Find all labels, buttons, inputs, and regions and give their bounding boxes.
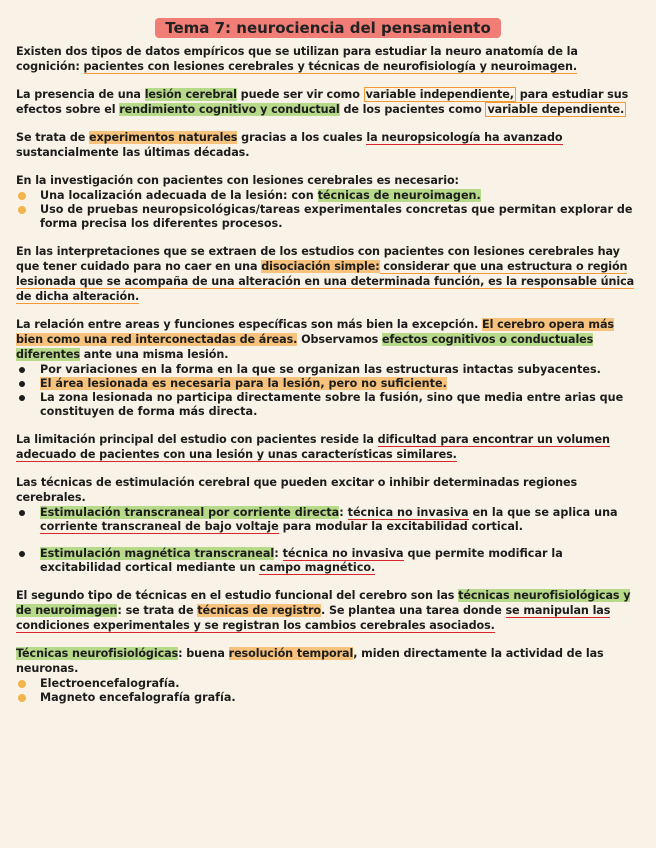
paragraph-lesion-variable [16, 87, 640, 117]
text: : [274, 547, 283, 560]
boxed-text: variable independiente, [365, 88, 514, 101]
underlined-text: la neuropsicología ha avanzado [366, 131, 563, 144]
highlight-orange: experimentos naturales [89, 131, 238, 144]
list-requirements [16, 189, 640, 231]
list-item [16, 377, 640, 391]
text: de los pacientes como [339, 103, 486, 116]
paragraph-network [16, 317, 640, 362]
underlined-text: técnica no invasiva [347, 506, 469, 519]
underlined-text: campo magnético. [259, 561, 376, 574]
highlight-green: Técnicas neurofisiológicas [16, 647, 179, 660]
underlined-text: técnica no invasiva [282, 547, 404, 560]
underlined-text: dificultad para encontrar un volumen adecuado de pacientes con una lesión y unas características similares. [16, 433, 610, 461]
title-wrap [16, 18, 640, 38]
highlight-green: lesión cerebral [144, 88, 237, 101]
list-item: Magneto encefalografía grafía. [16, 691, 640, 705]
highlight-orange: El cerebro opera más bien como una red interconectadas de áreas. [16, 318, 614, 346]
text: , miden directamente la actividad de las neuronas. [16, 647, 604, 675]
text: La presencia de una [16, 88, 145, 101]
text: La relación entre areas y funciones específicas son más bien la excepción. [16, 318, 483, 331]
text: puede ser vir como [236, 88, 364, 101]
highlight-green: Estimulación transcraneal por corriente directa [40, 506, 340, 519]
paragraph-natural-experiments [16, 130, 640, 160]
text: gracias a los cuales [237, 131, 367, 144]
text: . Se plantea una tarea donde [321, 604, 506, 617]
highlight-green: Estimulación magnética transcraneal [40, 547, 275, 560]
paragraph-limitation [16, 432, 640, 462]
text: En las interpretaciones que se extraen de los estudios con pacientes con lesiones cerebrales hay que tener cuidado para no caer en una [16, 245, 620, 273]
paragraph-requirements: En la investigación con pacientes con lesiones cerebrales es necesario: [16, 174, 459, 187]
list-item: Por variaciones en la forma en la que se organizan las estructuras intactas subyacentes. [16, 363, 640, 377]
list-neurophysiology [16, 677, 640, 705]
list-item: Uso de pruebas neuropsicológicas/tareas experimentales concretas que permitan explorar de forma precisa los diferentes procesos. [16, 203, 640, 231]
text: : [339, 506, 348, 519]
highlight-orange: El área lesionada es necesaria para la lesión, pero no suficiente. [40, 377, 447, 390]
underlined-text: pacientes con lesiones cerebrales y técnicas de neurofisiología y neuroimagen. [83, 60, 577, 73]
highlight-green: rendimiento cognitivo y conductual [119, 103, 340, 116]
text: Una localización adecuada de la lesión: con [40, 189, 318, 202]
boxed-text: variable dependiente. [487, 103, 625, 116]
underlined-text: corriente transcraneal de bajo voltaje [40, 520, 279, 533]
list-item: Electroencefalografía. [16, 677, 640, 691]
text: para modular la excitabilidad cortical. [278, 520, 523, 533]
text: Se trata de [16, 131, 90, 144]
text: El segundo tipo de técnicas en el estudio funcional del cerebro son las [16, 589, 459, 602]
paragraph-data-types [16, 44, 640, 74]
text: para estudiar sus efectos sobre el [16, 88, 629, 116]
text: : se trata de [117, 604, 198, 617]
paragraph-stimulation: Las técnicas de estimulación cerebral que pueden excitar o inhibir determinadas regiones cerebrales. [16, 476, 578, 504]
underlined-text: se manipulan las condiciones experimentales y se registran los cambios cerebrales asociados. [16, 604, 611, 632]
paragraph-simple-dissociation [16, 244, 640, 304]
list-item [16, 506, 640, 534]
paragraph-neuroimaging [16, 588, 640, 633]
highlight-green: técnicas de neuroimagen. [317, 189, 481, 202]
paragraph-neurophysiology [16, 646, 640, 676]
highlight-orange: disociación simple: [261, 260, 380, 273]
text: que permite modificar la excitabilidad cortical mediante un [40, 547, 563, 574]
highlight-orange: resolución temporal [228, 647, 354, 660]
text: en la que se aplica una [468, 506, 618, 519]
highlight-green: efectos cognitivos o conductuales diferentes [16, 333, 594, 361]
text: Existen dos tipos de datos empíricos que se utilizan para estudiar la neuro anatomía de la cognición: [16, 45, 578, 73]
list-stimulation [16, 506, 640, 575]
text: La limitación principal del estudio con pacientes reside la [16, 433, 378, 446]
list-network [16, 363, 640, 419]
list-item [16, 189, 640, 203]
page-title: Tema 7: neurociencia del pensamiento [155, 18, 501, 38]
text: ante una misma lesión. [79, 348, 229, 361]
highlight-green: técnicas neurofisiológicas y de neuroimagen [16, 589, 631, 617]
text: sustancialmente las últimas décadas. [16, 146, 250, 159]
list-item [16, 547, 640, 575]
text: Observamos [297, 333, 383, 346]
text: : buena [178, 647, 229, 660]
underlined-text: considerar que una estructura o región lesionada que se acompaña de una alteración en una determinada función, es la responsable única de dicha alteración. [16, 260, 635, 303]
highlight-orange: técnicas de registro [197, 604, 321, 617]
list-item: La zona lesionada no participa directamente sobre la fusión, sino que media entre arias que constituyen de forma más directa. [16, 391, 640, 419]
